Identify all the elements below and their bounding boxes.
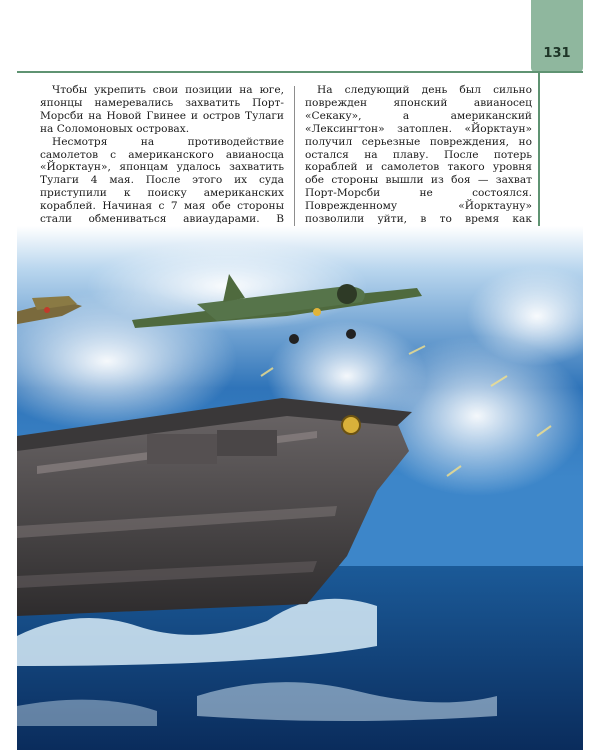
- header-rule: [17, 71, 583, 73]
- paragraph: Чтобы укрепить свои позиции на юге, японцы намеревались захватить Порт-Морсби на Новой Гвинее и остров Тулаги на Соломоновых островах.: [40, 84, 284, 135]
- paragraph: На следующий день был сильно поврежден японский авианосец «Секаку», а американский «Лексингтон» затоплен. «Йорктаун» получил серьезные повреждения, но остался на плаву. После потерь кораблей и самолетов такого уровня обе стороны вышли из боя — захват Порт-Морсби не состоялся. Поврежденному «Йорктауну» позволили уйти, в то время как: [305, 84, 532, 226]
- column-divider: [294, 86, 295, 236]
- paragraph: Несмотря на противодействие самолетов с американского авианосца «Йорктаун», японцам удалось захватить Тулаги 4 мая. После этого их суда приступили к поиску американских кораблей. Начиная с 7 мая обе стороны стали обмениваться авиаударами. В: [40, 135, 284, 226]
- page-number: 131: [543, 46, 571, 61]
- page-number-tab: [531, 0, 583, 72]
- battle-illustration: [17, 226, 583, 750]
